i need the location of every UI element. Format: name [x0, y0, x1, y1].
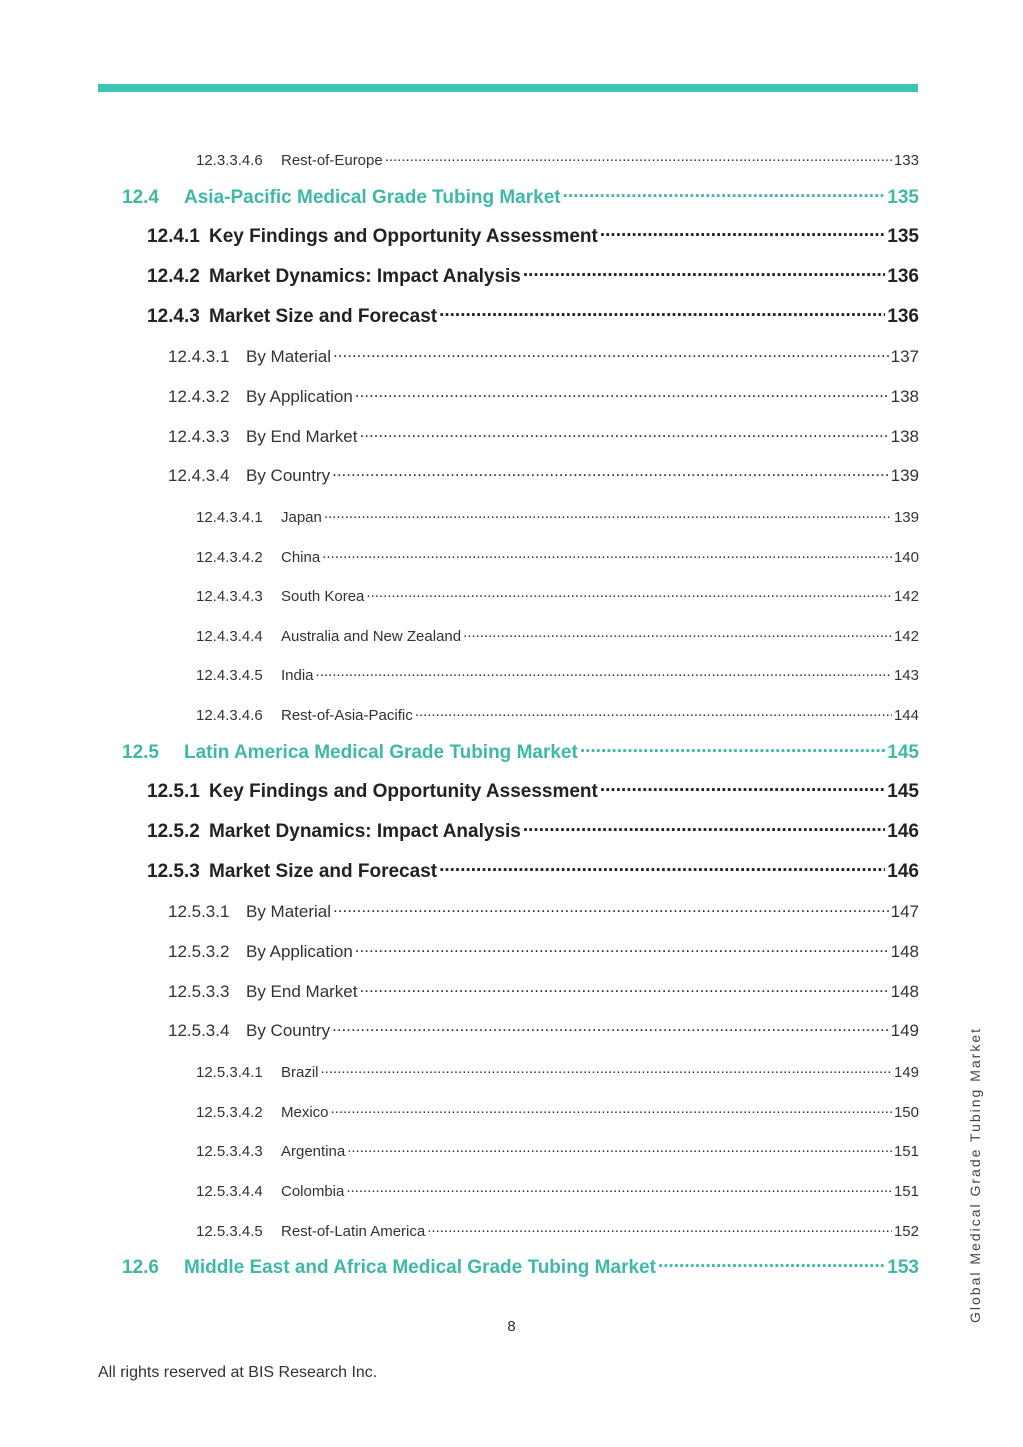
- toc-dot-leader: [347, 1141, 892, 1156]
- toc-entry[interactable]: [196, 665, 919, 684]
- toc-entry[interactable]: [196, 1221, 919, 1240]
- toc-entry-page: 148: [890, 981, 919, 1001]
- toc-entry-number: 12.4.3.4.5: [196, 667, 263, 685]
- toc-entry-page: 142: [893, 627, 919, 645]
- toc-entry[interactable]: [147, 263, 919, 288]
- toc-entry[interactable]: [147, 223, 919, 248]
- toc-entry-title: Rest-of-Europe: [281, 152, 383, 169]
- toc-entry-number: 12.4.3.2: [168, 386, 230, 406]
- toc-entry-number: 12.4.3.4.4: [196, 627, 263, 645]
- toc-entry-number: 12.4.3.4.1: [196, 508, 263, 526]
- toc-entry-page: 135: [887, 226, 919, 248]
- toc-entry-title: Market Dynamics: Impact Analysis: [209, 265, 521, 287]
- toc-entry-number: 12.5.3.4.2: [196, 1103, 263, 1121]
- toc-entry-number: 12.4.3.4: [168, 466, 230, 486]
- toc-entry[interactable]: [196, 1141, 919, 1160]
- toc-dot-leader: [523, 263, 885, 282]
- toc-entry-title: Key Findings and Opportunity Assessment: [209, 226, 598, 248]
- toc-entry-number: 12.3.3.4.6: [196, 152, 263, 169]
- toc-entry[interactable]: [122, 739, 919, 764]
- toc-dot-leader: [321, 1062, 892, 1077]
- toc-entry-page: 142: [893, 588, 919, 606]
- toc-entry-page: 139: [890, 466, 919, 486]
- toc-entry-page: 144: [893, 707, 919, 725]
- toc-entry-number: 12.5.3.4.5: [196, 1222, 263, 1240]
- toc-entry-number: 12.5.2: [147, 821, 200, 843]
- toc-entry-title: China: [281, 548, 321, 566]
- toc-dot-leader: [427, 1221, 892, 1236]
- side-report-title: Global Medical Grade Tubing Market: [967, 1027, 983, 1323]
- toc-entry-title: Brazil: [281, 1063, 319, 1081]
- toc-entry[interactable]: [196, 150, 919, 169]
- toc-entry-number: 12.5.1: [147, 781, 200, 803]
- toc-entry-number: 12.5.3.1: [168, 902, 230, 922]
- toc-entry-page: 148: [890, 942, 919, 961]
- toc-dot-leader: [346, 1181, 892, 1196]
- toc-dot-leader: [366, 586, 892, 601]
- toc-dot-leader: [355, 385, 889, 402]
- toc-entry-page: 139: [893, 508, 919, 526]
- toc-entry[interactable]: [196, 626, 919, 645]
- toc-dot-leader: [385, 150, 892, 165]
- toc-entry[interactable]: [122, 1254, 919, 1279]
- toc-entry-title: Australia and New Zealand: [281, 627, 462, 645]
- toc-entry-number: 12.5.3.3: [168, 981, 230, 1001]
- toc-entry-page: 145: [887, 741, 919, 763]
- toc-entry-page: 146: [887, 860, 919, 882]
- toc-entry[interactable]: [147, 818, 919, 843]
- toc-entry-number: 12.4.3: [147, 305, 200, 327]
- toc-entry-page: 146: [887, 821, 919, 843]
- toc-entry-title: By Country: [246, 466, 331, 486]
- toc-entry-title: Japan: [281, 508, 322, 526]
- toc-entry[interactable]: [147, 858, 919, 883]
- toc-entry-title: By Material: [246, 347, 332, 367]
- toc-entry-page: 147: [890, 902, 919, 922]
- toc-entry-number: 12.4.3.4.6: [196, 707, 263, 725]
- toc-entry-page: 153: [887, 1257, 919, 1279]
- toc-entry-page: 136: [887, 265, 919, 287]
- toc-entry-title: Mexico: [281, 1103, 329, 1121]
- toc-entry-number: 12.4: [122, 186, 159, 208]
- toc-entry[interactable]: [196, 1062, 919, 1081]
- toc-entry[interactable]: [168, 345, 919, 367]
- toc-dot-leader: [332, 464, 889, 481]
- toc-entry-number: 12.4.3.4.3: [196, 588, 263, 606]
- toc-entry[interactable]: [196, 547, 919, 566]
- toc-entry[interactable]: [168, 464, 919, 486]
- toc-entry[interactable]: [196, 1181, 919, 1200]
- toc-entry-page: 152: [893, 1222, 919, 1240]
- toc-entry[interactable]: [168, 980, 919, 1002]
- toc-entry-title: By End Market: [246, 426, 358, 446]
- toc-entry[interactable]: [196, 1102, 919, 1121]
- toc-entry-number: 12.6: [122, 1257, 159, 1279]
- footer-copyright: All rights reserved at BIS Research Inc.: [98, 1364, 378, 1381]
- toc-entry[interactable]: [168, 940, 919, 962]
- toc-entry-page: 140: [893, 548, 919, 566]
- toc-entry-page: 135: [887, 186, 919, 208]
- toc-dot-leader: [333, 345, 889, 362]
- toc-entry-title: Asia-Pacific Medical Grade Tubing Market: [184, 186, 561, 208]
- toc-dot-leader: [563, 184, 886, 203]
- toc-entry-page: 137: [890, 347, 919, 367]
- toc-entry-number: 12.5.3.4.4: [196, 1182, 263, 1200]
- toc-entry-number: 12.5.3.4: [168, 1021, 230, 1041]
- toc-entry[interactable]: [196, 507, 919, 526]
- toc-dot-leader: [355, 940, 889, 957]
- toc-entry-page: 150: [893, 1103, 919, 1121]
- toc-dot-leader: [331, 1102, 892, 1117]
- toc-entry[interactable]: [147, 778, 919, 803]
- toc-entry-title: Market Size and Forecast: [209, 305, 438, 327]
- header-accent-bar: [98, 84, 918, 92]
- toc-dot-leader: [658, 1254, 885, 1273]
- toc-entry-number: 12.5.3.2: [168, 942, 230, 961]
- toc-entry-title: By Country: [246, 1021, 331, 1041]
- toc-entry[interactable]: [168, 385, 919, 407]
- toc-entry-title: Middle East and Africa Medical Grade Tubing Market: [184, 1257, 656, 1279]
- toc-dot-leader: [439, 858, 885, 877]
- toc-entry-title: Key Findings and Opportunity Assessment: [209, 781, 598, 803]
- toc-dot-leader: [332, 1019, 889, 1036]
- toc-entry-page: 138: [890, 426, 919, 446]
- toc-entry-number: 12.4.3.4.2: [196, 548, 263, 566]
- toc-entry-page: 151: [893, 1143, 919, 1161]
- toc-entry-page: 149: [890, 1021, 919, 1041]
- page-number: 8: [507, 1318, 516, 1335]
- toc-entry-number: 12.4.2: [147, 265, 200, 287]
- toc-entry-page: 138: [890, 386, 919, 406]
- toc-entry-number: 12.4.3.3: [168, 426, 230, 446]
- toc-entry-title: Argentina: [281, 1143, 346, 1161]
- toc-dot-leader: [360, 425, 889, 442]
- toc-entry-page: 149: [893, 1063, 919, 1081]
- toc-entry-number: 12.4.3.1: [168, 347, 230, 367]
- toc-entry-title: Market Size and Forecast: [209, 860, 438, 882]
- toc-entry-number: 12.4.1: [147, 226, 200, 248]
- toc-entry-title: By End Market: [246, 981, 358, 1001]
- toc-entry-title: Market Dynamics: Impact Analysis: [209, 821, 521, 843]
- toc-entry[interactable]: [168, 1019, 919, 1041]
- toc-entry-title: By Application: [246, 386, 353, 406]
- toc-entry-number: 12.5.3.4.3: [196, 1143, 263, 1161]
- toc-entry-title: By Application: [246, 942, 353, 961]
- toc-entry[interactable]: [122, 184, 919, 209]
- toc-entry-page: 151: [893, 1182, 919, 1200]
- toc-entry-number: 12.5: [122, 741, 159, 763]
- toc-entry[interactable]: [168, 425, 919, 447]
- toc-entry-number: 12.5.3.4.1: [196, 1063, 263, 1081]
- toc-entry-page: 136: [887, 305, 919, 327]
- toc-dot-leader: [523, 818, 885, 837]
- toc-entry[interactable]: [196, 586, 919, 605]
- toc-dot-leader: [439, 303, 885, 322]
- toc-entry-title: India: [281, 667, 314, 685]
- toc-dot-leader: [600, 778, 885, 797]
- toc-dot-leader: [580, 739, 885, 758]
- toc-entry-title: Rest-of-Latin America: [281, 1222, 426, 1240]
- toc-entry[interactable]: [147, 303, 919, 328]
- toc-dot-leader: [600, 223, 885, 242]
- toc-dot-leader: [316, 665, 892, 680]
- toc-entry-title: Rest-of-Asia-Pacific: [281, 707, 413, 725]
- toc-entry[interactable]: [168, 900, 919, 922]
- toc-entry-page: 145: [887, 781, 919, 803]
- toc-entry-title: Colombia: [281, 1182, 345, 1200]
- toc-dot-leader: [324, 507, 892, 522]
- toc-entry-title: South Korea: [281, 588, 365, 606]
- toc-entry-page: 143: [893, 667, 919, 685]
- toc-dot-leader: [333, 900, 889, 917]
- toc-entry-page: 133: [893, 152, 919, 169]
- toc-entry-number: 12.5.3: [147, 860, 200, 882]
- toc-dot-leader: [415, 705, 892, 720]
- toc-dot-leader: [322, 547, 892, 562]
- toc-entry-title: Latin America Medical Grade Tubing Market: [184, 741, 578, 763]
- toc-entry-title: By Material: [246, 902, 332, 922]
- toc-entry[interactable]: [196, 705, 919, 724]
- toc-dot-leader: [360, 980, 889, 997]
- toc-dot-leader: [463, 626, 892, 641]
